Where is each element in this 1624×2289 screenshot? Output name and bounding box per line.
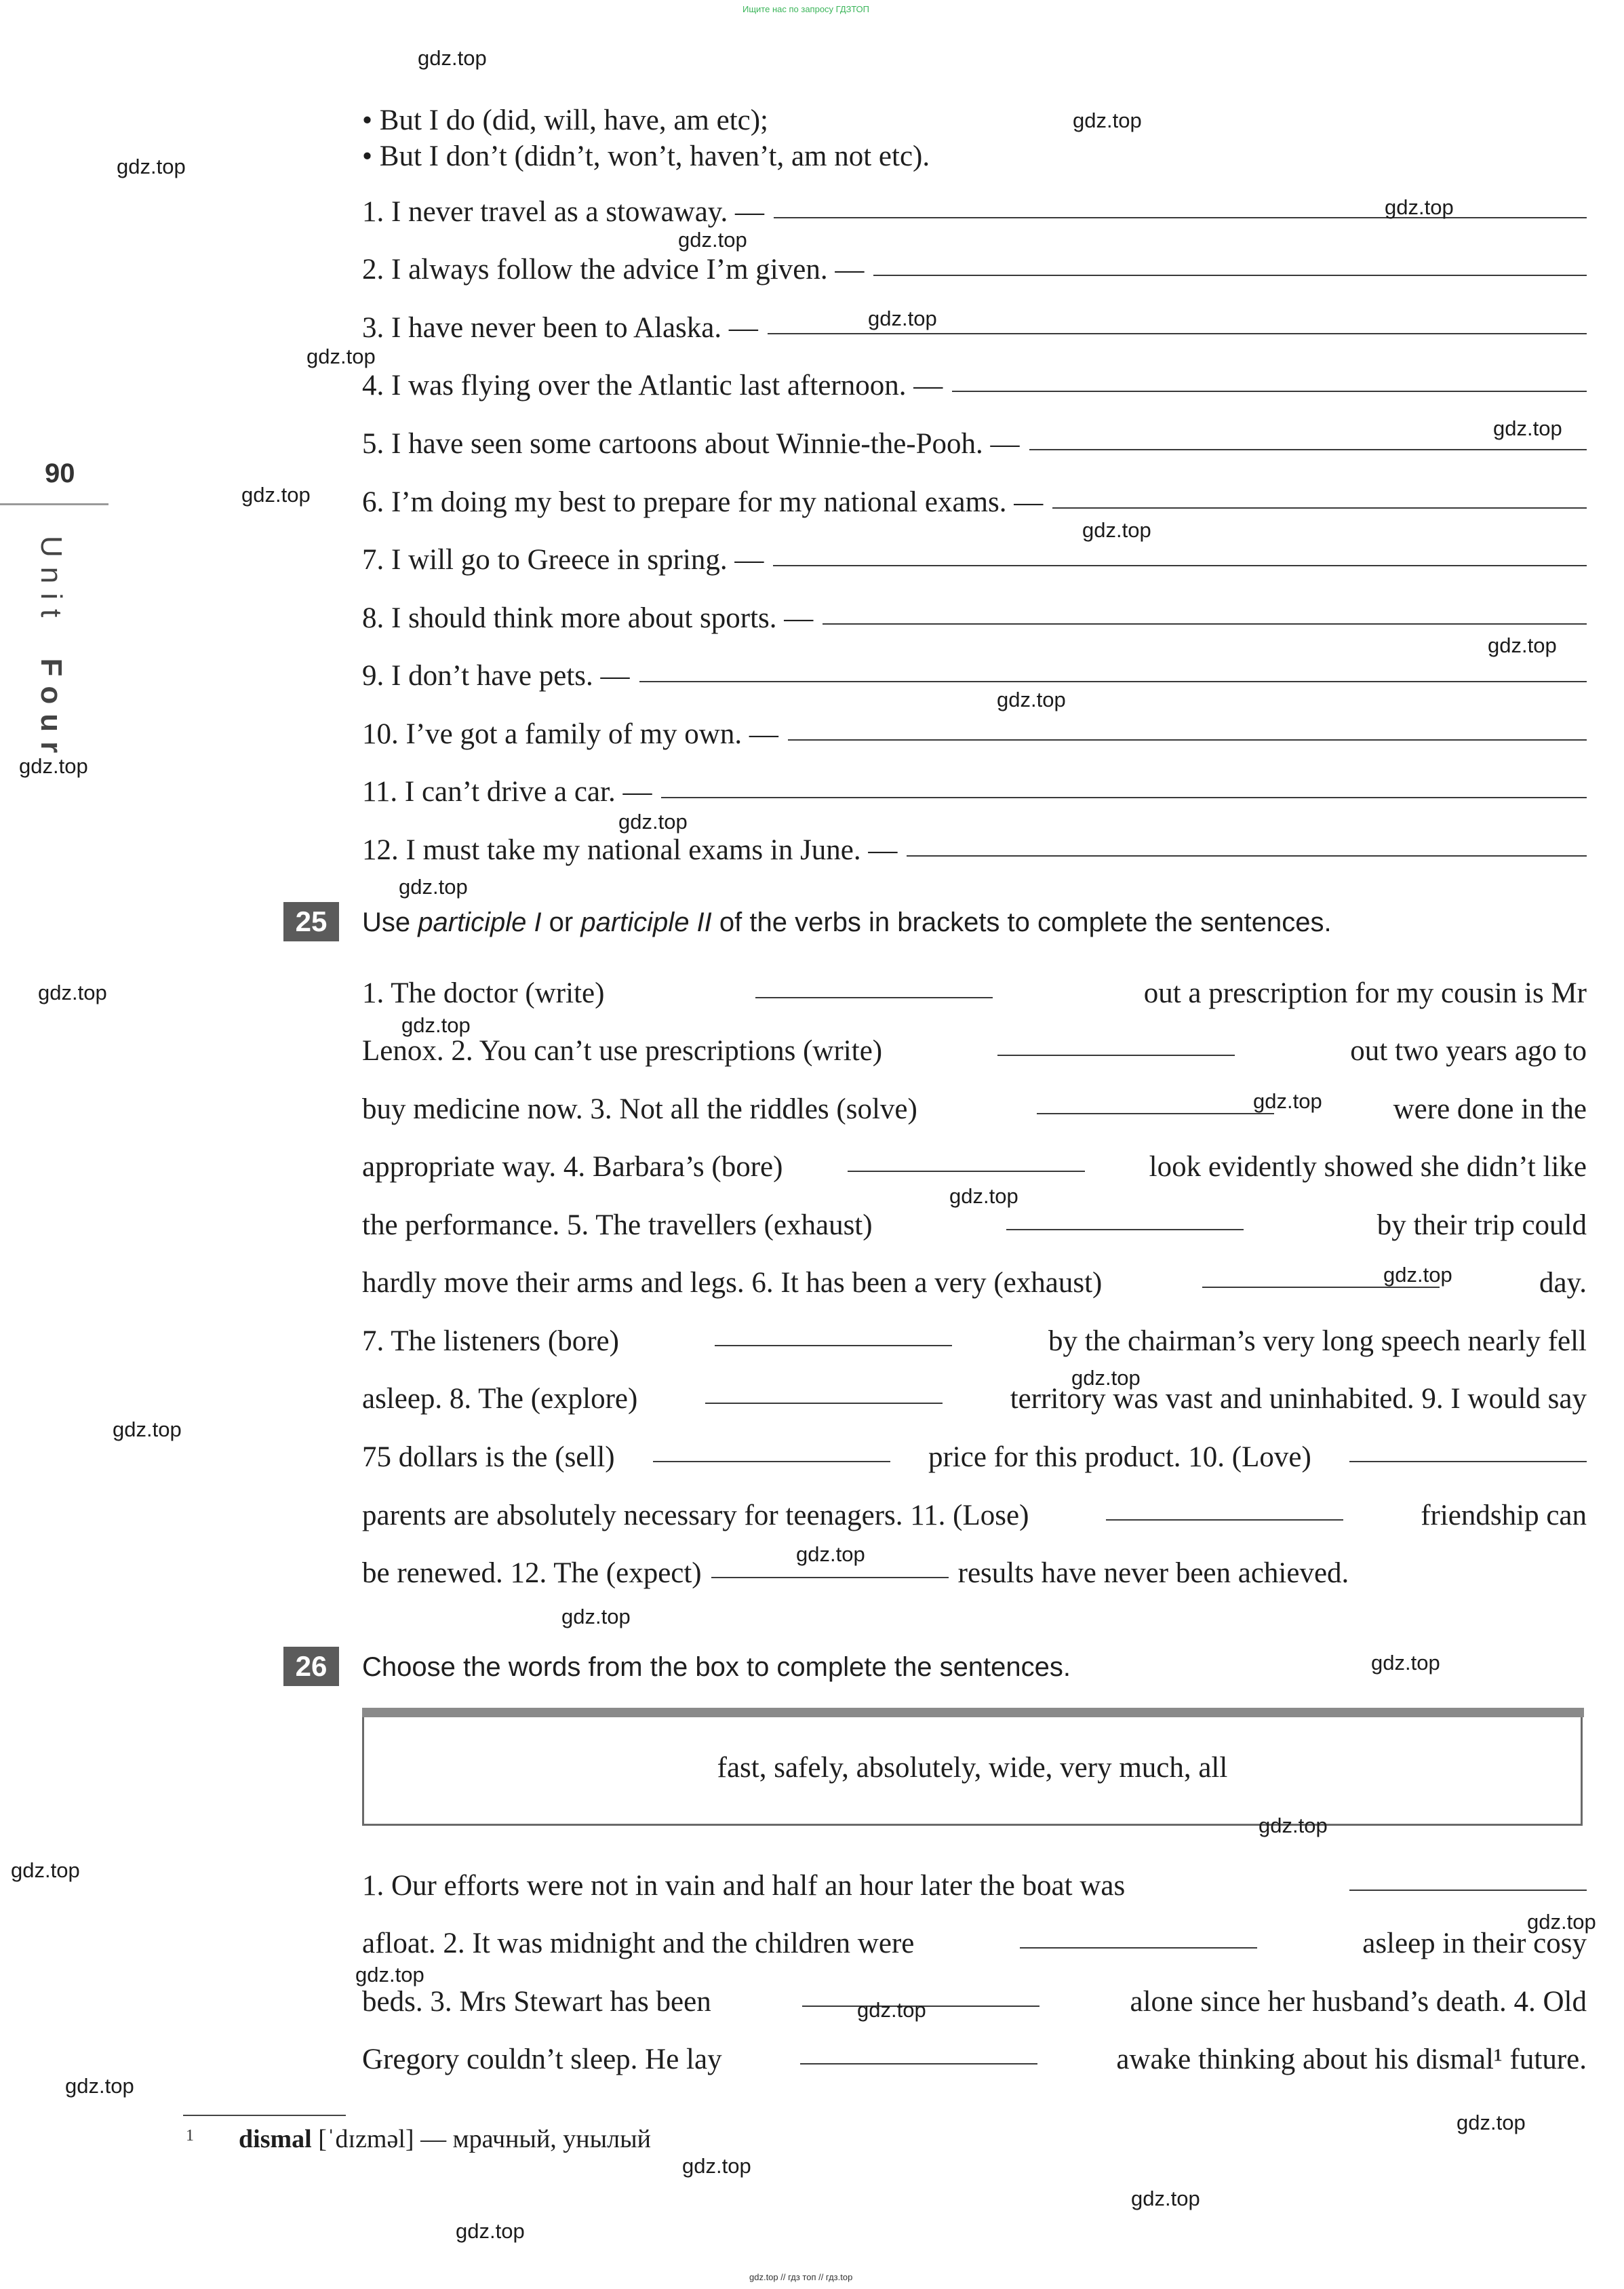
list-item <box>362 775 1587 816</box>
footnote-divider <box>183 2115 346 2116</box>
line-text: by their trip could <box>1377 1209 1587 1241</box>
watermark: gdz.top <box>1383 1263 1452 1287</box>
line-text: asleep. 8. The (explore) <box>362 1383 638 1415</box>
line-text: look evidently showed she didn’t like <box>1149 1151 1587 1183</box>
line-text: territory was vast and uninhabited. 9. I would say <box>1010 1383 1587 1415</box>
watermark: gdz.top <box>1371 1651 1440 1675</box>
intro-line-2: • But I don’t (didn’t, won’t, haven’t, am not etc). <box>362 140 930 172</box>
line-text: Lenox. 2. You can’t use prescriptions (write) <box>362 1035 883 1067</box>
footnote-word: dismal <box>239 2125 312 2153</box>
watermark: gdz.top <box>19 754 88 778</box>
watermark: gdz.top <box>857 1998 926 2022</box>
watermark: gdz.top <box>456 2219 525 2243</box>
answer-line[interactable] <box>788 739 1587 741</box>
watermark: gdz.top <box>38 981 107 1004</box>
line-text: price for this product. 10. (Love) <box>928 1441 1311 1473</box>
exercise-number-25: 25 <box>283 902 339 941</box>
watermark: gdz.top <box>1259 1814 1328 1837</box>
exercise-25-title <box>362 907 1332 938</box>
answer-blank[interactable] <box>1037 1113 1274 1114</box>
watermark: gdz.top <box>1527 1910 1596 1934</box>
intro-line-1: • But I do (did, will, have, am etc); <box>362 104 768 136</box>
footnote-translation: — мрачный, унылый <box>420 2125 651 2153</box>
ex25-line <box>362 1499 1587 1540</box>
footnote-transcription: [ˈdɪzməl] <box>318 2125 414 2153</box>
ex26-line <box>362 1985 1587 2026</box>
answer-line[interactable] <box>1052 507 1587 509</box>
watermark: gdz.top <box>1082 518 1151 542</box>
item-text: 1. I never travel as a stowaway. — <box>362 196 765 228</box>
line-text: hardly move their arms and legs. 6. It has been a very (exhaust) <box>362 1267 1103 1299</box>
watermark: gdz.top <box>401 1013 471 1037</box>
watermark: gdz.top <box>399 875 468 899</box>
watermark: gdz.top <box>11 1858 80 1882</box>
title-part: Use <box>362 907 418 937</box>
answer-blank[interactable] <box>1006 1229 1244 1230</box>
line-text: parents are absolutely necessary for teenagers. 11. (Lose) <box>362 1500 1029 1531</box>
side-label-number: Four <box>35 658 68 763</box>
item-text: 11. I can’t drive a car. — <box>362 776 652 808</box>
list-item <box>362 718 1587 758</box>
line-text: by the chairman’s very long speech nearly fell <box>1048 1325 1587 1357</box>
ex26-line <box>362 2043 1587 2083</box>
watermark: gdz.top <box>561 1605 631 1628</box>
item-text: 7. I will go to Greece in spring. — <box>362 544 764 576</box>
item-text: 5. I have seen some cartoons about Winnie-the-Pooh. — <box>362 428 1020 460</box>
ex25-line <box>362 1382 1587 1423</box>
item-text: 10. I’ve got a family of my own. — <box>362 718 778 750</box>
item-text: 9. I don’t have pets. — <box>362 660 630 692</box>
line-text: beds. 3. Mrs Stewart has been <box>362 1986 711 2018</box>
watermark: gdz.top <box>113 1417 182 1441</box>
watermark: gdz.top <box>1253 1089 1322 1113</box>
word-box <box>362 1717 1583 1826</box>
answer-blank[interactable] <box>711 1577 949 1578</box>
word-box-words: fast, safely, absolutely, wide, very much, all <box>717 1752 1228 1784</box>
answer-blank[interactable] <box>715 1345 952 1346</box>
page-number-divider <box>0 503 108 505</box>
answer-blank[interactable] <box>848 1171 1085 1172</box>
answer-line[interactable] <box>639 681 1587 682</box>
list-item <box>362 311 1587 352</box>
list-item <box>362 427 1587 468</box>
watermark: gdz.top <box>1457 2111 1526 2134</box>
watermark: gdz.top <box>997 688 1066 711</box>
watermark: gdz.top <box>1131 2187 1200 2210</box>
watermark: gdz.top <box>306 345 376 368</box>
line-text: the performance. 5. The travellers (exhaust) <box>362 1209 873 1241</box>
ex25-line <box>362 1034 1587 1075</box>
answer-blank[interactable] <box>653 1461 890 1462</box>
answer-line[interactable] <box>774 217 1587 218</box>
line-text: results have never been achieved. <box>957 1557 1349 1589</box>
watermark: gdz.top <box>796 1542 865 1566</box>
line-text: friendship can <box>1421 1500 1587 1531</box>
line-text: alone since her husband’s death. 4. Old <box>1130 1986 1587 2018</box>
watermark: gdz.top <box>868 307 937 330</box>
answer-blank[interactable] <box>1349 1890 1587 1891</box>
answer-blank[interactable] <box>1020 1947 1257 1949</box>
line-text: out two years ago to <box>1350 1035 1587 1067</box>
side-label <box>34 536 68 762</box>
list-item <box>362 253 1587 294</box>
line-text: afloat. 2. It was midnight and the children were <box>362 1928 915 1959</box>
answer-blank[interactable] <box>997 1055 1235 1056</box>
watermark: gdz.top <box>682 2154 751 2178</box>
answer-line[interactable] <box>773 565 1587 566</box>
watermark: gdz.top <box>678 228 747 252</box>
title-part: or <box>541 907 581 937</box>
list-item <box>362 369 1587 410</box>
item-text: 8. I should think more about sports. — <box>362 602 814 634</box>
watermark: gdz.top <box>355 1963 424 1987</box>
line-text: out a prescription for my cousin is Mr <box>1143 977 1587 1009</box>
list-item <box>362 602 1587 642</box>
line-text: 1. Our efforts were not in vain and half an hour later the boat was <box>362 1870 1126 1902</box>
answer-line[interactable] <box>952 391 1587 392</box>
ex25-line <box>362 977 1587 1017</box>
watermark: gdz.top <box>1073 109 1142 132</box>
watermark: gdz.top <box>1385 195 1454 219</box>
ex25-line <box>362 1209 1587 1249</box>
list-item <box>362 659 1587 700</box>
line-text: were done in the <box>1393 1093 1587 1125</box>
line-text: 75 dollars is the (sell) <box>362 1441 615 1473</box>
item-text: 6. I’m doing my best to prepare for my national exams. — <box>362 486 1044 518</box>
title-term: participle II <box>580 907 712 937</box>
answer-blank[interactable] <box>1349 1461 1587 1462</box>
title-part: of the verbs in brackets to complete the sentences. <box>711 907 1332 937</box>
watermark: gdz.top <box>117 155 186 178</box>
line-text: 1. The doctor (write) <box>362 977 605 1009</box>
watermark: gdz.top <box>241 483 311 507</box>
answer-line[interactable] <box>768 333 1587 334</box>
ex25-line <box>362 1441 1587 1481</box>
ex25-line <box>362 1325 1587 1365</box>
exercise-26-title: Choose the words from the box to complete the sentences. <box>362 1652 1071 1682</box>
word-box-top-bar <box>362 1708 1584 1717</box>
bottom-note: gdz.top // гдз топ // гдз.top <box>749 2272 853 2282</box>
footnote <box>239 2124 651 2154</box>
watermark: gdz.top <box>418 46 487 70</box>
line-text: Gregory couldn’t sleep. He lay <box>362 2043 722 2075</box>
answer-line[interactable] <box>823 623 1587 625</box>
line-text: asleep in their cosy <box>1362 1928 1587 1959</box>
answer-line[interactable] <box>873 275 1587 276</box>
line-text: 7. The listeners (bore) <box>362 1325 619 1357</box>
ex25-line <box>362 1557 1587 1597</box>
line-text: day. <box>1539 1267 1587 1299</box>
list-item <box>362 486 1587 526</box>
footnote-mark: 1 <box>186 2127 194 2145</box>
ex26-line <box>362 1927 1587 1968</box>
side-label-unit: Unit <box>35 536 68 627</box>
line-text: awake thinking about his dismal¹ future. <box>1116 2043 1587 2075</box>
answer-line[interactable] <box>661 797 1587 798</box>
answer-blank[interactable] <box>755 997 993 998</box>
answer-blank[interactable] <box>800 2063 1037 2065</box>
answer-line[interactable] <box>907 855 1587 857</box>
top-note: Ищите нас по запросу ГДЗТОП <box>742 4 870 14</box>
watermark: gdz.top <box>1071 1366 1141 1390</box>
exercise-number-26: 26 <box>283 1647 339 1686</box>
line-text: appropriate way. 4. Barbara’s (bore) <box>362 1151 783 1183</box>
list-item <box>362 834 1587 874</box>
watermark: gdz.top <box>949 1184 1018 1208</box>
line-text: be renewed. 12. The (expect) <box>362 1557 702 1589</box>
ex25-line <box>362 1093 1587 1133</box>
line-text: buy medicine now. 3. Not all the riddles (solve) <box>362 1093 917 1125</box>
item-text: 12. I must take my national exams in June. — <box>362 834 898 866</box>
answer-blank[interactable] <box>1106 1519 1343 1521</box>
answer-line[interactable] <box>1029 449 1587 450</box>
title-term: participle I <box>418 907 542 937</box>
watermark: gdz.top <box>65 2074 134 2098</box>
watermark: gdz.top <box>1493 416 1562 440</box>
item-text: 3. I have never been to Alaska. — <box>362 312 758 344</box>
item-text: 4. I was flying over the Atlantic last afternoon. — <box>362 370 943 402</box>
watermark: gdz.top <box>618 810 688 834</box>
list-item <box>362 543 1587 584</box>
page-number: 90 <box>45 458 75 488</box>
item-text: 2. I always follow the advice I’m given. — <box>362 254 865 286</box>
watermark: gdz.top <box>1488 633 1557 657</box>
ex26-line <box>362 1869 1587 1910</box>
answer-blank[interactable] <box>705 1403 943 1404</box>
